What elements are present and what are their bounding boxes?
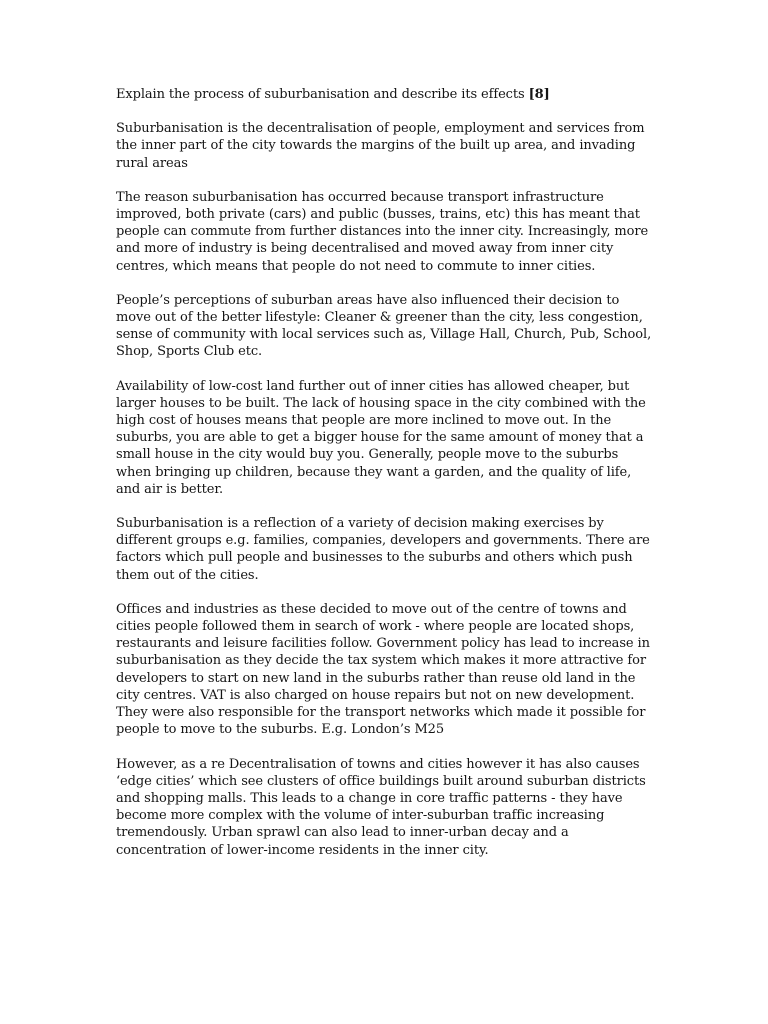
paragraph-land-cost: Availability of low-cost land further out of inner cities has allowed cheaper, but larger houses to be built. The lack of housing space in the city combined with the high cost of houses means that people are more inclined to move out. In the suburbs, you are able to get a bigger house for the same amount of money that a small house in the city would buy you. Generally, people move to the suburbs when bringing up children, because they want a garden, and the quality of life, and air is better. bbox=[116, 378, 646, 497]
paragraph-effects: However, as a re Decentralisation of towns and cities however it has also causes ‘edge cities’ which see clusters of office buildings built around suburban districts and shopping malls. This leads to a change in core traffic patterns - they have become more complex with the volume of inter-suburban traffic increasing tremendously. Urban sprawl can also lead to inner-urban decay and a concentration of lower-income residents in the inner city. bbox=[116, 756, 646, 858]
question-heading bbox=[116, 86, 656, 103]
paragraph-perceptions: People’s perceptions of suburban areas have also influenced their decision to move out of the better lifestyle: Cleaner & greener than the city, less congestion, sense of community with local services such as, Village Hall, Church, Pub, School, Shop, Sports Club etc. bbox=[116, 292, 652, 360]
paragraph-transport: The reason suburbanisation has occurred because transport infrastructure improved, both private (cars) and public (busses, trains, etc) this has meant that people can commute from further distances into the inner city. Increasingly, more and more of industry is being decentralised and moved away from inner city centres, which means that people do not need to commute to inner cities. bbox=[116, 189, 649, 274]
paragraph-decision-making: Suburbanisation is a reflection of a variety of decision making exercises by different groups e.g. families, companies, developers and governments. There are factors which pull people and businesses to the suburbs and others which push them out of the cities. bbox=[116, 516, 650, 583]
paragraph-offices-industries: Offices and industries as these decided to move out of the centre of towns and cities people followed them in search of work - where people are located shops, restaurants and leisure facilities follow. Government policy has lead to increase in suburbanisation as they decide the tax system which makes it more attractive for developers to start on new land in the suburbs rather than reuse old land in the city centres. VAT is also charged on house repairs but not on new development. They were also responsible for the transport networks which made it possible for people to move to the suburbs. E.g. London’s M25 bbox=[116, 601, 650, 738]
marks-label: [8] bbox=[528, 87, 550, 102]
question-text: Explain the process of suburbanisation and describe its effects bbox=[116, 87, 525, 102]
paragraph-definition: Suburbanisation is the decentralisation of people, employment and services from the inner part of the city towards the margins of the built up area, and invading rural areas bbox=[116, 121, 645, 171]
document-page bbox=[116, 86, 656, 876]
